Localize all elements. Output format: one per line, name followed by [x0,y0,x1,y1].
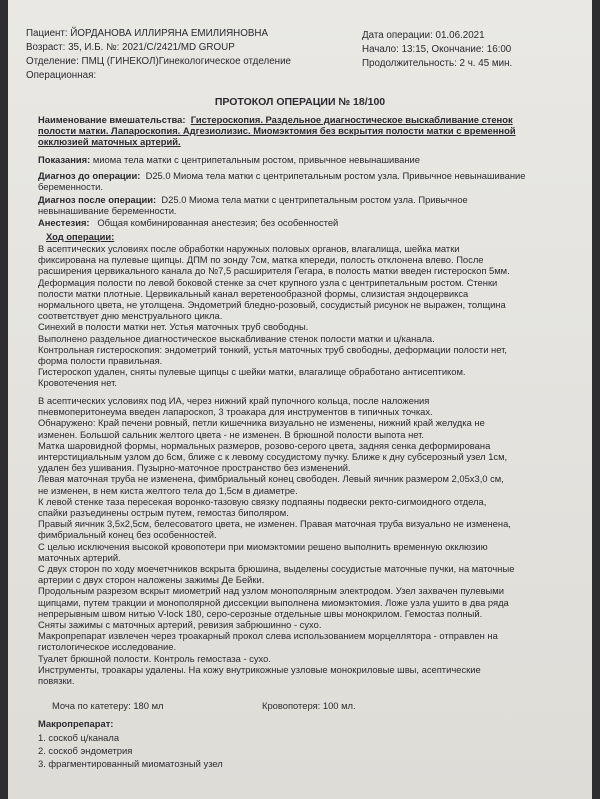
diagnosis-after-line-1: D25.0 Миома тела матки с центрипетальным ростом узла. Привычное [161,194,468,205]
operation-duration: Продолжительность: 2 ч. 45 мин. [362,58,513,69]
operating-room: Операционная: [26,70,97,81]
course-line: В асептических условиях после обработки наружных половых органов, влагалища, шейка матки [38,243,460,254]
patient-name: Пациент: ЙОРДАНОВА ИЛЛИРЯНА ЕМИЛИЯНОВНА [26,28,269,39]
course-line: маточных артерий. [38,551,121,563]
course-line: интерстициальным узлом до 6см, ближе с к левому сосудистому пучку. Ближе к дну субсерозный узел 1см, [38,451,508,463]
course-line: изменен. Большой сальник желтого цвета - не изменен. В брюшной полости выпота нет. [38,428,425,440]
list-item: 3. фрагментированный миоматозный узел [38,758,223,770]
anesthesia-block [38,217,578,228]
course-line: С целью исключения высокой кровопотери при миомэктомии решено выполнить временную окклюзию [38,540,488,552]
course-line: повязки. [38,675,75,687]
course-line: Матка шаровидной формы, нормальных размеров, розово-серого цвета, задняя сенка деформирована [38,439,491,451]
course-line: фиксирована на пулевые щипцы. ДПМ по зонду 7см, матка кпереди, полость отклонена влево. После [38,254,484,266]
course-line: фимбриальный конец без особенностей. [38,529,217,541]
patient-age: Возраст: 35, И.Б. №: 2021/С/2421/MD GROUP [26,42,235,53]
diagnosis-before-label: Диагноз до операции: [38,170,141,181]
course-line: гистологическое исследование. [38,641,177,653]
course-line: В асептических условиях под ИА, через нижний край пупочного кольца, после наложения [38,395,430,406]
list-item: 2. соскоб эндометрия [38,745,133,757]
course-line: пневмоперитонеума введен лапароскоп, 3 троакара для инструментов в типичных точках. [38,406,433,418]
course-line: непрерывным швом нитью V-lock 180, серо-серозные отдельные швы монокрилом. Гемостаз полный. [38,607,483,619]
diagnosis-after-line-2: невынашивание беременности. [38,205,177,217]
course-line: форма полости правильная. [38,355,163,367]
diagnosis-before-line-2: беременности. [38,181,103,193]
course-line: Обнаружено: Край печени ровный, петли кишечника визуально не изменены, нижний край желудка не [38,417,485,429]
urine-output: Моча по катетеру: 180 мл [52,700,164,711]
course-line: нормального цвета, не утолщена. Эндометрий бледно-розовый, сосудистый рисунок не выражен, толщина [38,299,506,311]
operation-date: Дата операции: 01.06.2021 [362,30,485,41]
diagnosis-before-line-1: D25.0 Миома тела матки с центрипетальным ростом узла. Привычное невынашивание [145,170,526,181]
course-line: Синехий в полости матки нет. Устья маточных труб свободны. [38,321,309,333]
course-line: Деформация полости по левой боковой стенке за счет крупного узла с центрипетальным ростом. Стенки [38,276,498,288]
course-line: не изменен, в нем киста желтого тела до 1,5см в диаметре. [38,484,298,496]
course-section-laparoscopy [38,395,578,686]
course-line: полости матки плотные. Цервикальный канал веретенообразной формы, слизистая эндоцервикса [38,287,469,299]
anesthesia-label: Анестезия: [38,217,90,228]
diagnosis-before-block [38,170,578,192]
course-line: Левая маточная труба не изменена, фимбриальный конец свободен. Левый яичник размером 2,05х3,0 см, [38,473,504,485]
operation-time: Начало: 13:15, Окончание: 16:00 [362,44,512,55]
course-line: расширения цервикального канала до №7,5 расширителя Гегара, в полость матки введен гистероскоп 5мм. [38,265,510,277]
intervention-line-3: окклюзией маточных артерий. [38,136,181,148]
page-title: ПРОТОКОЛ ОПЕРАЦИИ № 18/100 [214,96,386,108]
indications-block [38,154,578,165]
course-line: Гистероскоп удален, сняты пулевые щипцы с шейки матки, влагалище обработано антисептиком. [38,366,466,378]
anesthesia-text: Общая комбинированная анестезия; без особенностей [97,217,339,228]
course-line: Кровотечения нет. [38,377,117,389]
course-line: С двух сторон по ходу моечетчников вскрыта брюшина, выделены сосудистые маточные пучки, на маточные [38,563,515,575]
background-edge-left [0,0,8,799]
course-line: щипцами, путем тракции и монополярной диссекции выполнена миомэктомия. Ложе узла ушито в два ряда [38,596,509,608]
course-label: Ход операции: [46,231,115,242]
diagnosis-after-label: Диагноз после операции: [38,194,157,205]
course-line: соответствует дню менструального цикла. [38,310,223,322]
course-line: артерии с двух сторон наложены зажимы Де Бейки. [38,574,265,586]
diagnosis-after-block [38,194,578,216]
course-line: Инструменты, троакары удалены. На кожу внутрикожные узловые монокриловые швы, асептические [38,663,481,675]
macro-label: Макропрепарат: [38,718,114,729]
blood-loss: Кровопотеря: 100 мл. [262,700,356,711]
course-line: Туалет брюшной полости. Контроль гемостаза - сухо. [38,652,271,664]
intervention-block [38,114,578,148]
course-line: Макропрепарат извлечен через троакарный прокол слева использованием морцеллятора - отправлен на [38,630,498,642]
course-line: удален без ушивания. Пузырно-маточное пространство без изменений. [38,462,351,474]
intervention-line-2: полости матки. Лапароскопия. Адгезиолизис. Миомэктомия без вскрытия полости матки с временной [38,125,516,137]
background-edge-right [592,0,600,799]
document-page [8,0,592,799]
course-line: К левой стенке таза пересекая воронко-тазовую связку подпаяны подвески ректо-сигмоидного отдела, [38,495,487,507]
course-section-hysteroscopy [38,243,578,389]
indications-text: миома тела матки с центрипетальным ростом, привычное невынашивание [92,154,420,165]
macro-list [38,732,223,770]
course-line: Продольным разрезом вскрыт миометрий над узлом монополярным электродом. Узел захвачен пулевыми [38,585,504,597]
list-item: 1. соскоб ц/канала [38,732,120,743]
intervention-label: Наименование вмешательства: [38,114,186,125]
course-line: Выполнено раздельное диагностическое выскабливание стенок полости матки и ц/канала. [38,332,435,344]
course-line: спайки разъединены острым путем, гемостаз биполяром. [38,507,289,519]
course-line: Правый яичник 3,5х2,5см, белесоватого цвета, не изменен. Правая маточная труба визуально не изменена, [38,518,511,530]
department: Отделение: ПМЦ (ГИНЕКОЛ)Гинекологическое отделение [26,56,291,67]
course-line: Сняты зажимы с маточных артерий, ревизия забрюшинно - сухо. [38,619,322,631]
indications-label: Показания: [38,154,91,165]
intervention-line-1: Гистероскопия. Раздельное диагностическое выскабливание стенок [190,114,513,125]
course-line: Контрольная гистероскопия: эндометрий тонкий, устья маточных труб свободны, деформации полости нет, [38,343,507,355]
